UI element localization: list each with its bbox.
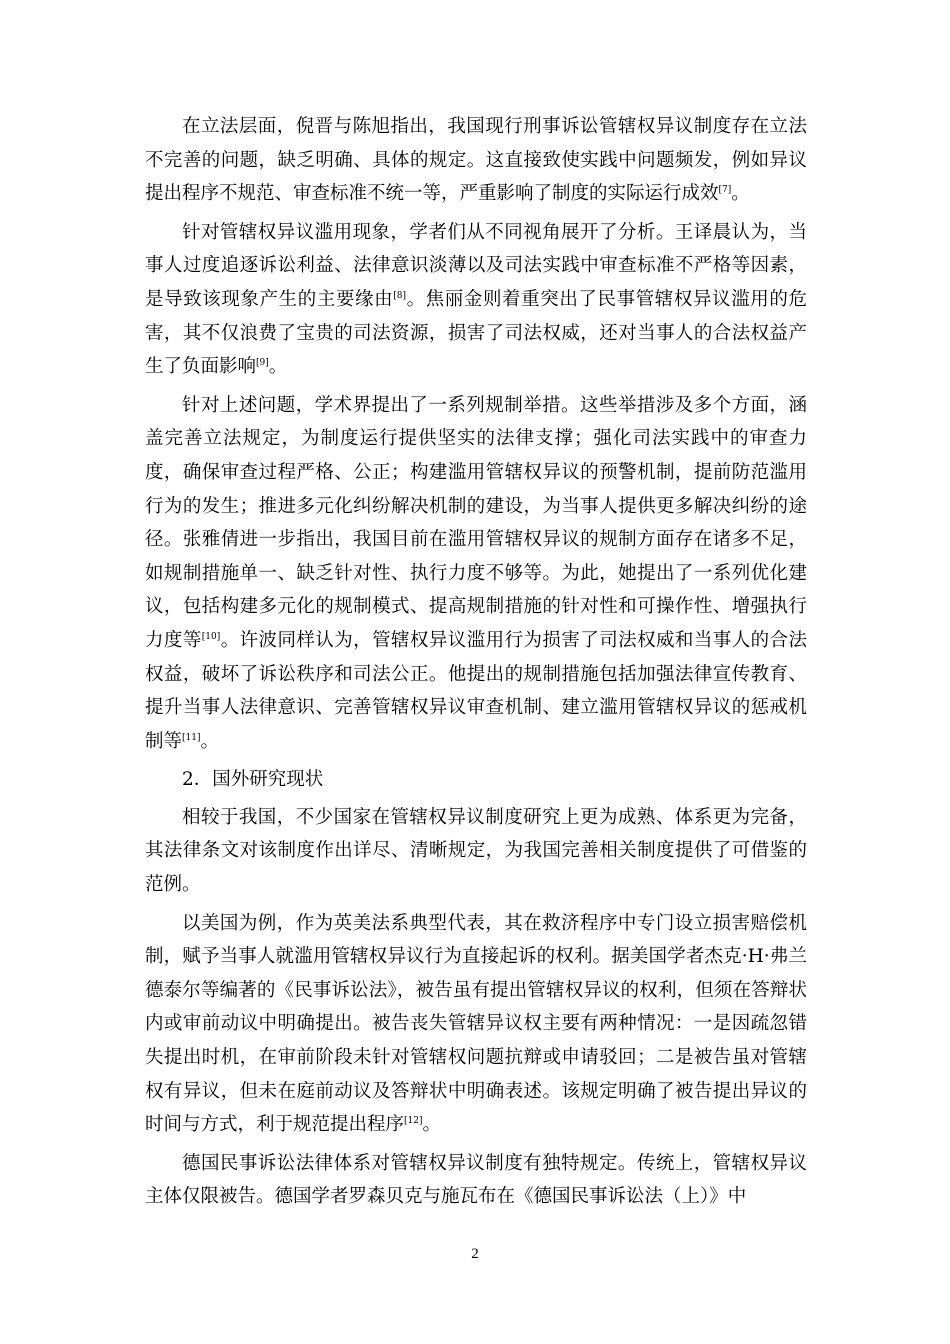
- citation-ref: [12]: [404, 1116, 423, 1127]
- paragraph-text-tail: 。: [422, 1114, 442, 1136]
- citation-ref: [11]: [182, 732, 201, 743]
- paragraph-text: 。: [200, 730, 220, 752]
- paragraph-text: 德国民事诉讼法律体系对管辖权异议制度有独特规定。传统上，管辖权异议主体仅限被告。德国学者罗森贝克与施瓦布在《德国民事诉讼法（上）》中: [145, 1152, 807, 1208]
- paragraph-germany: [145, 1147, 807, 1214]
- citation-ref: [8]: [393, 290, 406, 301]
- page-number: 2: [471, 1246, 479, 1262]
- paragraph-abuse-analysis: [145, 216, 807, 384]
- citation-ref: [7]: [718, 185, 732, 196]
- paragraph-text: 针对管辖权异议滥用现象，学者们从不同视角展开了分析。王译晨认为，当事人过度追逐诉讼利益、法律意识淡薄以及司法实践中审查标准不严格等因素，是导致该现象产生的主要缘由: [145, 221, 807, 310]
- paragraph-text: 。焦丽金则着重突出了民事管辖权异议滥用的危害，其不仅浪费了宝贵的司法资源，损害了司法权威，还对当事人的合法权益产生了负面影响: [145, 288, 807, 378]
- citation-ref: [10]: [201, 631, 221, 642]
- document-body: [145, 110, 807, 1219]
- section-heading: 2．国外研究现状: [182, 769, 324, 791]
- paragraph-text: 相较于我国，不少国家在管辖权异议制度研究上更为成熟、体系更为完备，其法律条文对该制度作出详尽、清晰规定，为我国完善相关制度提供了可借鉴的范例。: [145, 806, 807, 896]
- paragraph-text: 以美国为例，作为英美法系典型代表，其在救济程序中专门设立损害赔偿机制，赋予当事人就滥用管辖权异议行为直接起诉的权利。据美国学者杰克·H·弗兰德泰尔等编著的《民事诉讼法》，被告虽有提出管辖权异议的权利，但须在答辩状内或审前动议中明确提出。被告丧失管辖异议权主要有两种情况：一是因疏忽错失提出时机，在审前阶段未针对管辖权问题抗辩或申请驳回；二是被告虽对管辖权有异议，但未在庭前动议及答辩状中明确表述。该规定明确了被告提出异议的时间与方式，利于规范提出程序: [145, 912, 807, 1136]
- paragraph-foreign-overview: [145, 801, 807, 902]
- paragraph-text: 针对上述问题，学术界提出了一系列规制举措。这些举措涉及多个方面，涵盖完善立法规定，为制度运行提供坚实的法律支撑；强化司法实践中的审查力度，确保审查过程严格、公正；构建滥用管辖权异议的预警机制，提前防范滥用行为的发生；推进多元化纠纷解决机制的建设，为当事人提供更多解决纠纷的途径。张雅倩进一步指出，我国目前在滥用管辖权异议的规制方面存在诸多不足，如规制措施单一、缺乏针对性、执行力度不够等。为此，她提出了一系列优化建议，包括构建多元化的规制模式、提高规制措施的针对性和可操作性、增强执行力度等: [145, 394, 807, 651]
- paragraph-legislation: [145, 110, 807, 211]
- paragraph-regulation-measures: [145, 389, 807, 759]
- paragraph-text-tail: 。: [731, 183, 750, 205]
- citation-ref: [9]: [256, 358, 269, 369]
- paragraph-text: 。许波同样认为，管辖权异议滥用行为损害了司法权威和当事人的合法权益，破坏了诉讼秩序和司法公正。他提出的规制措施包括加强法律宣传教育、提升当事人法律意识、完善管辖权异议审查机制、建立滥用管辖权异议的惩戒机制等: [145, 629, 807, 752]
- paragraph-text: 在立法层面，倪晋与陈旭指出，我国现行刑事诉讼管辖权异议制度存在立法不完善的问题，缺乏明确、具体的规定。这直接致使实践中问题频发，例如异议提出程序不规范、审查标准不统一等，严重影响了制度的实际运行成效: [145, 116, 807, 205]
- paragraph-usa: [145, 907, 807, 1142]
- paragraph-text: 。: [268, 356, 288, 378]
